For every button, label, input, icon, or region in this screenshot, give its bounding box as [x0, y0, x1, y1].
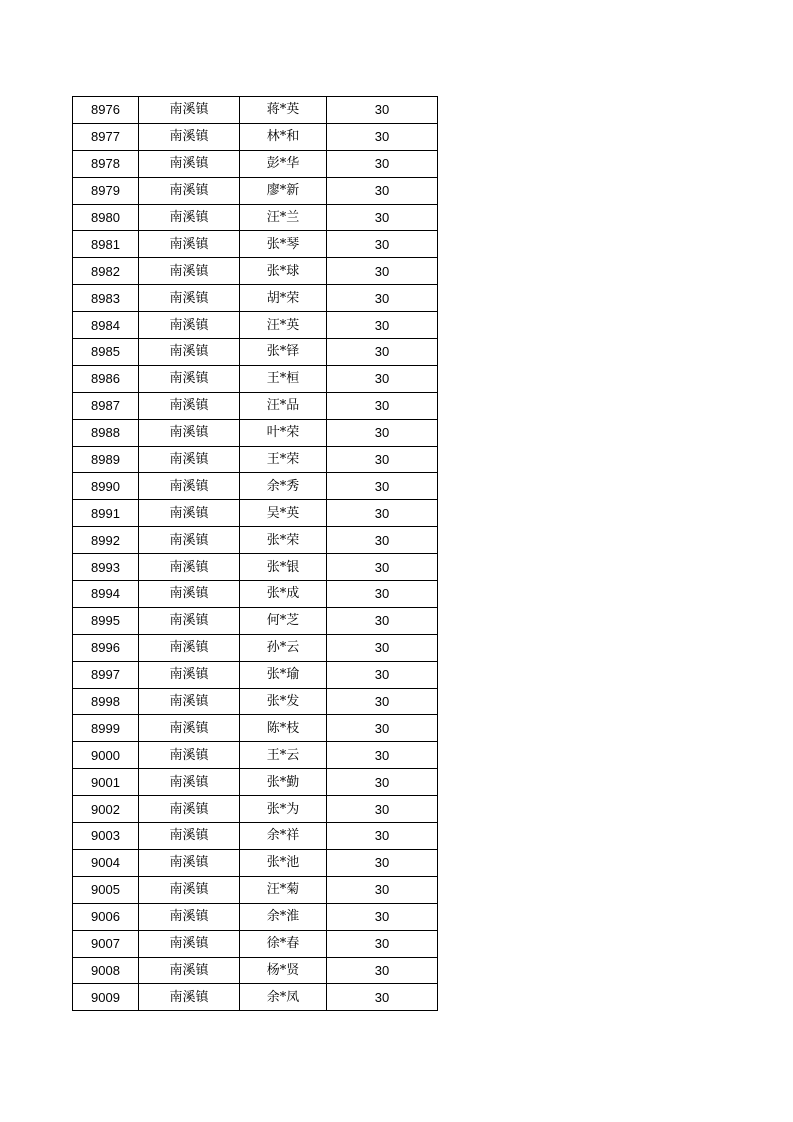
cell-amount: 30 [327, 607, 438, 634]
table-row [73, 123, 438, 150]
table-row [73, 554, 438, 581]
cell-number: 8996 [73, 634, 139, 661]
cell-number: 8977 [73, 123, 139, 150]
cell-amount: 30 [327, 957, 438, 984]
cell-name: 彭*华 [240, 150, 327, 177]
cell-name: 张*发 [240, 688, 327, 715]
cell-number: 8993 [73, 554, 139, 581]
table-row [73, 150, 438, 177]
cell-number: 9002 [73, 796, 139, 823]
cell-amount: 30 [327, 581, 438, 608]
cell-name: 余*凤 [240, 984, 327, 1011]
cell-amount: 30 [327, 984, 438, 1011]
cell-town: 南溪镇 [139, 688, 240, 715]
cell-amount: 30 [327, 930, 438, 957]
cell-amount: 30 [327, 742, 438, 769]
cell-town: 南溪镇 [139, 554, 240, 581]
cell-town: 南溪镇 [139, 123, 240, 150]
data-table [72, 96, 438, 1011]
table-row [73, 500, 438, 527]
table-row [73, 231, 438, 258]
cell-town: 南溪镇 [139, 392, 240, 419]
cell-number: 9005 [73, 876, 139, 903]
cell-name: 吴*英 [240, 500, 327, 527]
cell-amount: 30 [327, 123, 438, 150]
cell-town: 南溪镇 [139, 876, 240, 903]
table-row [73, 769, 438, 796]
cell-number: 9000 [73, 742, 139, 769]
cell-town: 南溪镇 [139, 527, 240, 554]
table-row [73, 849, 438, 876]
cell-amount: 30 [327, 661, 438, 688]
cell-town: 南溪镇 [139, 903, 240, 930]
cell-amount: 30 [327, 715, 438, 742]
cell-amount: 30 [327, 231, 438, 258]
cell-number: 8985 [73, 339, 139, 366]
cell-name: 张*池 [240, 849, 327, 876]
cell-name: 林*和 [240, 123, 327, 150]
table-body [73, 97, 438, 1011]
cell-town: 南溪镇 [139, 984, 240, 1011]
cell-name: 张*荣 [240, 527, 327, 554]
cell-town: 南溪镇 [139, 715, 240, 742]
table-row [73, 984, 438, 1011]
cell-name: 张*勤 [240, 769, 327, 796]
cell-amount: 30 [327, 419, 438, 446]
cell-town: 南溪镇 [139, 661, 240, 688]
cell-town: 南溪镇 [139, 957, 240, 984]
cell-town: 南溪镇 [139, 285, 240, 312]
cell-name: 张*银 [240, 554, 327, 581]
table-row [73, 527, 438, 554]
cell-town: 南溪镇 [139, 339, 240, 366]
cell-number: 8991 [73, 500, 139, 527]
table-row [73, 419, 438, 446]
cell-town: 南溪镇 [139, 446, 240, 473]
cell-name: 张*为 [240, 796, 327, 823]
table-row [73, 446, 438, 473]
cell-amount: 30 [327, 97, 438, 124]
cell-name: 孙*云 [240, 634, 327, 661]
cell-name: 汪*菊 [240, 876, 327, 903]
cell-name: 张*琴 [240, 231, 327, 258]
cell-amount: 30 [327, 527, 438, 554]
cell-amount: 30 [327, 688, 438, 715]
cell-town: 南溪镇 [139, 823, 240, 850]
cell-name: 汪*品 [240, 392, 327, 419]
table-row [73, 607, 438, 634]
cell-name: 王*云 [240, 742, 327, 769]
cell-name: 王*桓 [240, 365, 327, 392]
cell-town: 南溪镇 [139, 231, 240, 258]
table-row [73, 903, 438, 930]
cell-number: 9004 [73, 849, 139, 876]
cell-number: 8986 [73, 365, 139, 392]
table-row [73, 661, 438, 688]
cell-number: 9001 [73, 769, 139, 796]
cell-amount: 30 [327, 312, 438, 339]
cell-town: 南溪镇 [139, 204, 240, 231]
cell-number: 8989 [73, 446, 139, 473]
cell-amount: 30 [327, 876, 438, 903]
table-row [73, 392, 438, 419]
cell-amount: 30 [327, 204, 438, 231]
cell-number: 8987 [73, 392, 139, 419]
table-row [73, 688, 438, 715]
cell-name: 汪*英 [240, 312, 327, 339]
cell-town: 南溪镇 [139, 607, 240, 634]
cell-name: 徐*春 [240, 930, 327, 957]
table-row [73, 285, 438, 312]
cell-name: 张*球 [240, 258, 327, 285]
cell-number: 8978 [73, 150, 139, 177]
cell-name: 何*芝 [240, 607, 327, 634]
table-row [73, 715, 438, 742]
cell-number: 9009 [73, 984, 139, 1011]
table-row [73, 742, 438, 769]
cell-number: 9007 [73, 930, 139, 957]
cell-amount: 30 [327, 769, 438, 796]
cell-number: 9008 [73, 957, 139, 984]
cell-number: 8995 [73, 607, 139, 634]
cell-town: 南溪镇 [139, 312, 240, 339]
cell-name: 叶*荣 [240, 419, 327, 446]
cell-amount: 30 [327, 446, 438, 473]
cell-name: 汪*兰 [240, 204, 327, 231]
cell-town: 南溪镇 [139, 97, 240, 124]
cell-number: 8999 [73, 715, 139, 742]
cell-number: 9006 [73, 903, 139, 930]
cell-amount: 30 [327, 554, 438, 581]
cell-town: 南溪镇 [139, 796, 240, 823]
cell-name: 陈*枝 [240, 715, 327, 742]
cell-name: 张*成 [240, 581, 327, 608]
cell-amount: 30 [327, 473, 438, 500]
cell-amount: 30 [327, 634, 438, 661]
cell-town: 南溪镇 [139, 258, 240, 285]
cell-town: 南溪镇 [139, 365, 240, 392]
cell-amount: 30 [327, 285, 438, 312]
cell-name: 张*瑜 [240, 661, 327, 688]
cell-name: 胡*荣 [240, 285, 327, 312]
cell-town: 南溪镇 [139, 849, 240, 876]
cell-name: 廖*新 [240, 177, 327, 204]
cell-amount: 30 [327, 258, 438, 285]
table-row [73, 876, 438, 903]
cell-amount: 30 [327, 150, 438, 177]
table-row [73, 177, 438, 204]
cell-town: 南溪镇 [139, 634, 240, 661]
cell-name: 蒋*英 [240, 97, 327, 124]
cell-amount: 30 [327, 365, 438, 392]
table-row [73, 339, 438, 366]
cell-town: 南溪镇 [139, 769, 240, 796]
table-row [73, 957, 438, 984]
cell-amount: 30 [327, 849, 438, 876]
cell-number: 8998 [73, 688, 139, 715]
cell-name: 张*铎 [240, 339, 327, 366]
cell-name: 余*淮 [240, 903, 327, 930]
cell-name: 余*秀 [240, 473, 327, 500]
cell-amount: 30 [327, 392, 438, 419]
cell-town: 南溪镇 [139, 419, 240, 446]
cell-town: 南溪镇 [139, 150, 240, 177]
cell-town: 南溪镇 [139, 473, 240, 500]
table-row [73, 473, 438, 500]
table-row [73, 634, 438, 661]
cell-name: 余*祥 [240, 823, 327, 850]
cell-number: 8979 [73, 177, 139, 204]
cell-town: 南溪镇 [139, 742, 240, 769]
cell-amount: 30 [327, 500, 438, 527]
cell-town: 南溪镇 [139, 581, 240, 608]
cell-amount: 30 [327, 903, 438, 930]
cell-amount: 30 [327, 823, 438, 850]
cell-number: 8992 [73, 527, 139, 554]
cell-number: 9003 [73, 823, 139, 850]
cell-number: 8984 [73, 312, 139, 339]
cell-number: 8982 [73, 258, 139, 285]
table-row [73, 581, 438, 608]
cell-number: 8980 [73, 204, 139, 231]
cell-amount: 30 [327, 339, 438, 366]
cell-name: 杨*贤 [240, 957, 327, 984]
table-row [73, 823, 438, 850]
table-row [73, 204, 438, 231]
cell-town: 南溪镇 [139, 930, 240, 957]
table-row [73, 796, 438, 823]
cell-number: 8994 [73, 581, 139, 608]
cell-number: 8983 [73, 285, 139, 312]
table-row [73, 930, 438, 957]
cell-number: 8990 [73, 473, 139, 500]
table-row [73, 258, 438, 285]
cell-amount: 30 [327, 177, 438, 204]
table-row [73, 97, 438, 124]
cell-number: 8981 [73, 231, 139, 258]
cell-number: 8988 [73, 419, 139, 446]
cell-town: 南溪镇 [139, 500, 240, 527]
cell-number: 8976 [73, 97, 139, 124]
cell-number: 8997 [73, 661, 139, 688]
cell-name: 王*荣 [240, 446, 327, 473]
table-row [73, 365, 438, 392]
table-row [73, 312, 438, 339]
cell-town: 南溪镇 [139, 177, 240, 204]
cell-amount: 30 [327, 796, 438, 823]
